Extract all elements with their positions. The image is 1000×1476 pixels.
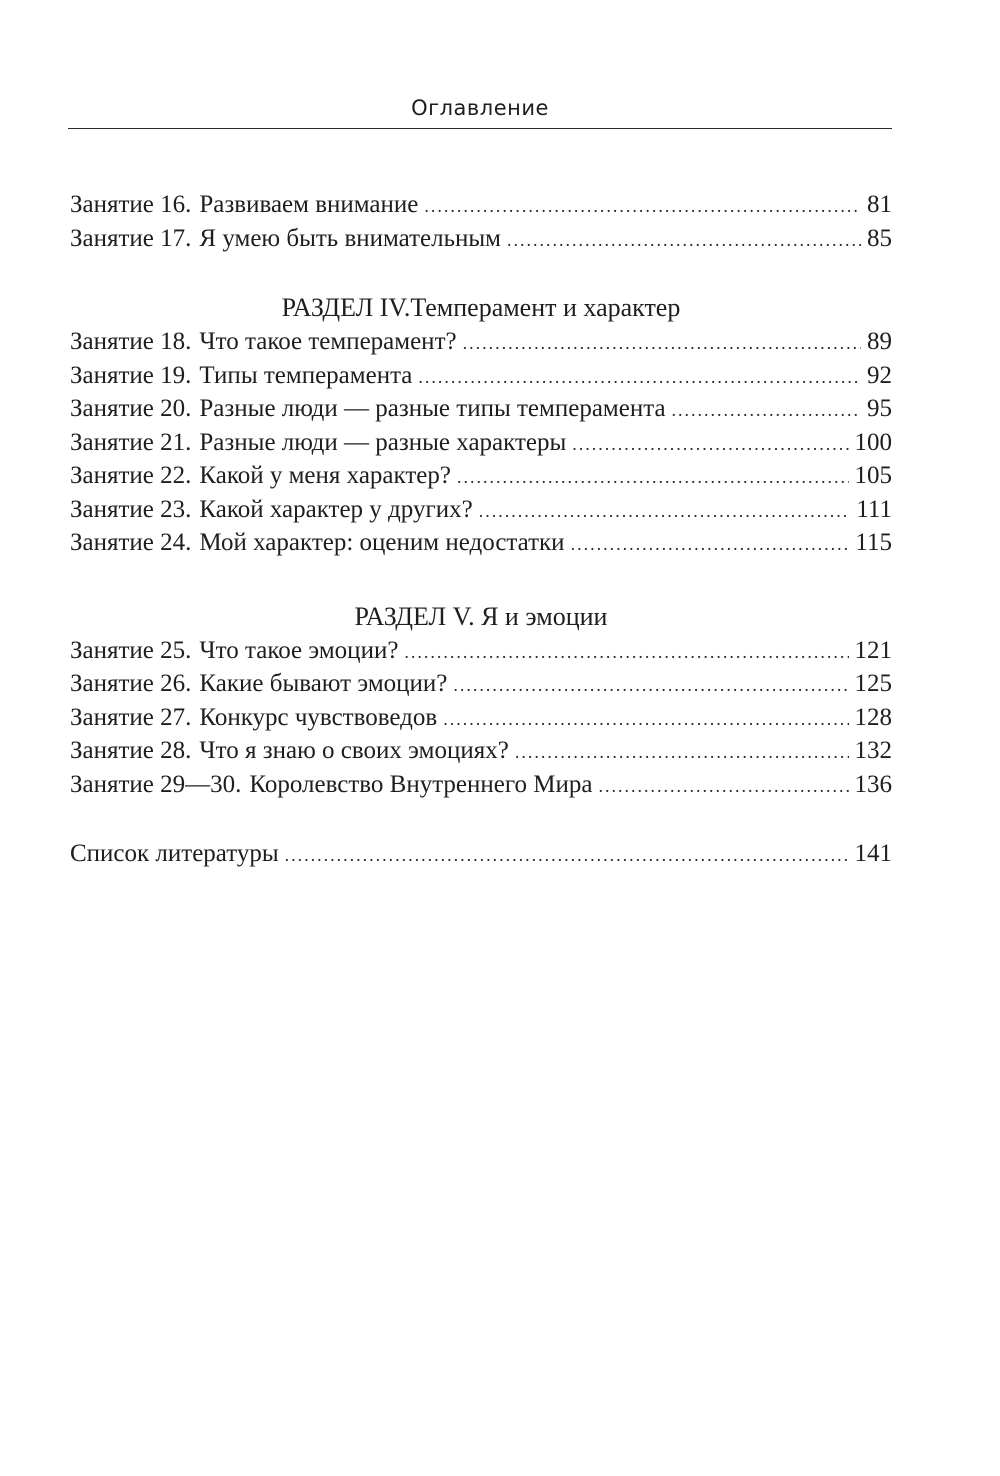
dot-leader	[418, 361, 861, 395]
dot-leader	[571, 528, 850, 562]
toc-entry[interactable]	[70, 459, 892, 493]
dot-leader	[507, 224, 861, 258]
toc-entry[interactable]	[70, 634, 892, 668]
dot-leader	[457, 461, 849, 495]
entry-page: 85	[867, 224, 892, 252]
entry-page: 121	[854, 636, 892, 664]
toc-entry[interactable]	[70, 768, 892, 802]
toc-entry[interactable]	[70, 359, 892, 393]
toc-group-continued	[70, 188, 892, 255]
entry-page: 115	[855, 529, 892, 556]
toc-entry-bibliography[interactable]	[70, 837, 892, 871]
entry-title: Я умею быть внимательным	[199, 224, 501, 252]
dot-leader	[479, 495, 851, 529]
entry-title: Развиваем внимание	[199, 191, 419, 218]
entry-number: Занятие 23.	[70, 495, 192, 523]
dot-leader	[443, 703, 848, 737]
entry-page: 81	[867, 191, 892, 218]
entry-page: 92	[867, 361, 892, 389]
toc-entry[interactable]	[70, 667, 892, 701]
section-title: РАЗДЕЛ IV.Темперамент и характер	[281, 293, 681, 322]
toc-entry[interactable]	[70, 526, 892, 560]
toc-entry[interactable]	[70, 222, 892, 256]
entry-page: 132	[854, 737, 892, 764]
dot-leader	[572, 428, 848, 462]
toc-entry[interactable]	[70, 188, 892, 222]
entry-title: Что такое темперамент?	[199, 328, 457, 355]
running-head: Оглавление	[411, 96, 549, 120]
entry-page: 95	[867, 395, 892, 422]
entry-number: Занятие 27.	[70, 703, 192, 731]
entry-title: Типы темперамента	[199, 361, 413, 389]
toc-section-iv	[70, 291, 892, 560]
entry-number: Занятие 26.	[70, 670, 192, 697]
dot-leader	[463, 327, 861, 361]
entry-title: Разные люди — разные типы темперамента	[199, 395, 666, 422]
dot-leader	[598, 770, 848, 804]
entry-title: Разные люди — разные характеры	[199, 428, 567, 456]
toc-entry[interactable]	[70, 701, 892, 735]
entry-title: Какой характер у других?	[199, 495, 473, 523]
entry-page: 136	[854, 770, 892, 798]
toc-entry[interactable]	[70, 325, 892, 359]
entry-title: Что такое эмоции?	[199, 636, 399, 664]
dot-leader	[515, 736, 849, 770]
entry-title: Королевство Внутреннего Мира	[249, 770, 593, 798]
dot-leader	[404, 636, 848, 670]
entry-page: 89	[867, 328, 892, 355]
entry-page: 141	[854, 840, 892, 867]
dot-leader	[424, 190, 861, 224]
entry-number: Занятие 19.	[70, 361, 192, 389]
entry-title: Конкурс чувствоведов	[199, 703, 438, 731]
entry-title: Какой у меня характер?	[199, 462, 451, 489]
header-rule	[68, 128, 892, 129]
entry-number: Занятие 29—30.	[70, 770, 242, 798]
toc-group-bibliography	[70, 837, 892, 871]
entry-page: 100	[854, 428, 892, 456]
entry-title: Список литературы	[70, 840, 279, 867]
entry-number: Занятие 18.	[70, 328, 192, 355]
entry-page: 111	[856, 495, 892, 523]
entry-number: Занятие 20.	[70, 395, 192, 422]
entry-number: Занятие 25.	[70, 636, 192, 664]
dot-leader	[672, 394, 861, 428]
section-title: РАЗДЕЛ V. Я и эмоции	[354, 601, 608, 631]
dot-leader	[453, 669, 848, 703]
toc-entry[interactable]	[70, 392, 892, 426]
toc-entry[interactable]	[70, 493, 892, 527]
entry-page: 125	[854, 670, 892, 697]
entry-number: Занятие 21.	[70, 428, 192, 456]
table-of-contents	[70, 188, 892, 871]
entry-number: Занятие 17.	[70, 224, 192, 252]
entry-title: Что я знаю о своих эмоциях?	[199, 737, 509, 764]
entry-number: Занятие 28.	[70, 737, 192, 764]
entry-page: 128	[854, 703, 892, 731]
entry-title: Мой характер: оценим недостатки	[199, 529, 565, 556]
entry-number: Занятие 22.	[70, 462, 192, 489]
dot-leader	[285, 839, 849, 873]
entry-number: Занятие 24.	[70, 529, 192, 556]
toc-entry[interactable]	[70, 426, 892, 460]
toc-entry[interactable]	[70, 734, 892, 768]
entry-title: Какие бывают эмоции?	[199, 670, 448, 697]
toc-section-v	[70, 600, 892, 802]
entry-page: 105	[854, 462, 892, 489]
entry-number: Занятие 16.	[70, 191, 192, 218]
